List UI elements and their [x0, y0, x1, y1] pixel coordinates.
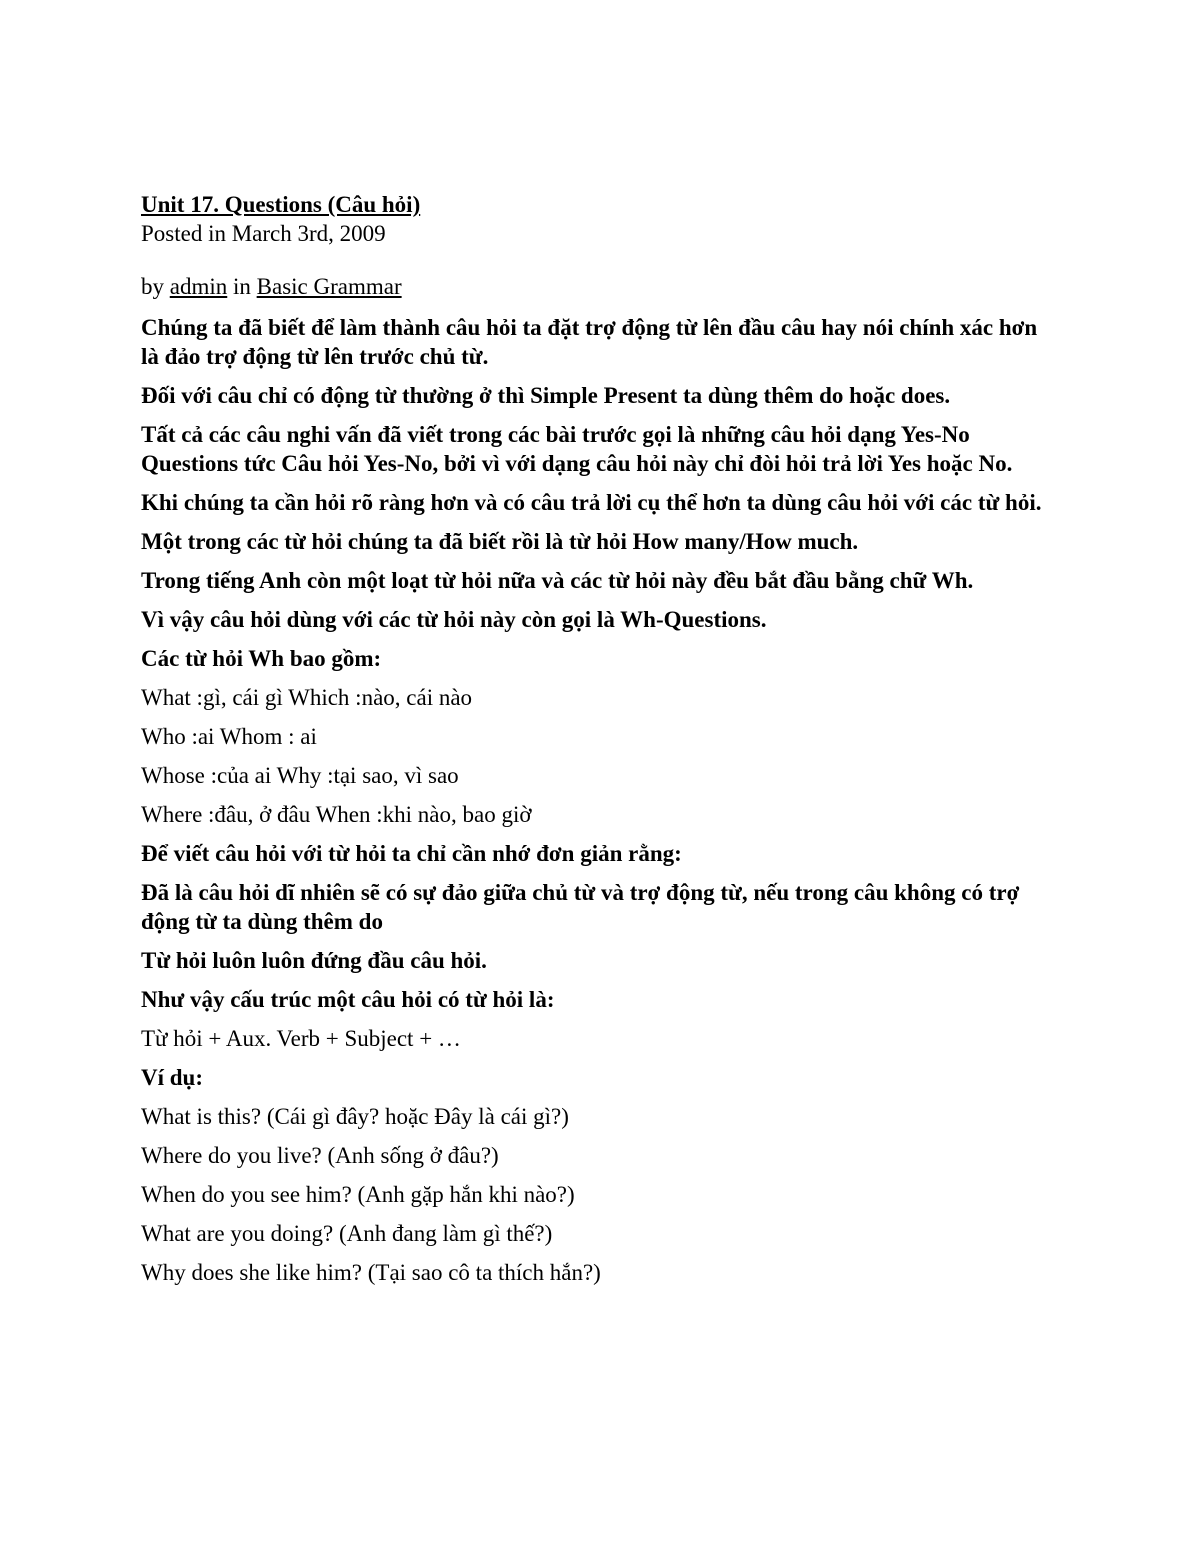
- paragraph: When do you see him? (Anh gặp hắn khi nào?): [141, 1182, 575, 1207]
- byline: [141, 272, 1051, 301]
- paragraph: Các từ hỏi Wh bao gồm:: [141, 646, 382, 671]
- paragraph: Trong tiếng Anh còn một loạt từ hỏi nữa và các từ hỏi này đều bắt đầu bằng chữ Wh.: [141, 568, 974, 593]
- posted-date: Posted in March 3rd, 2009: [141, 221, 386, 246]
- paragraph: Who :ai Whom : ai: [141, 724, 317, 749]
- paragraph: Vì vậy câu hỏi dùng với các từ hỏi này còn gọi là Wh-Questions.: [141, 607, 767, 632]
- paragraph: Why does she like him? (Tại sao cô ta thích hắn?): [141, 1260, 601, 1285]
- paragraph: Một trong các từ hỏi chúng ta đã biết rồi là từ hỏi How many/How much.: [141, 529, 859, 554]
- paragraph: Khi chúng ta cần hỏi rõ ràng hơn và có câu trả lời cụ thể hơn ta dùng câu hỏi với các từ hỏi.: [141, 490, 1042, 515]
- paragraph: Tất cả các câu nghi vấn đã viết trong các bài trước gọi là những câu hỏi dạng Yes-No Questions tức Câu hỏi Yes-No, bởi vì với dạng câu hỏi này chỉ đòi hỏi trả lời Yes hoặc No.: [141, 422, 1013, 476]
- paragraph: Đã là câu hỏi dĩ nhiên sẽ có sự đảo giữa chủ từ và trợ động từ, nếu trong câu không có trợ động từ ta dùng thêm do: [141, 880, 1020, 934]
- paragraph: Ví dụ:: [141, 1065, 203, 1090]
- paragraph: Như vậy cấu trúc một câu hỏi có từ hỏi là:: [141, 987, 555, 1012]
- category-link[interactable]: Basic Grammar: [256, 274, 402, 299]
- paragraph: What :gì, cái gì Which :nào, cái nào: [141, 685, 473, 710]
- author-link[interactable]: admin: [169, 274, 228, 299]
- post-title-link[interactable]: Unit 17. Questions (Câu hỏi): [141, 192, 421, 217]
- paragraph: Đối với câu chỉ có động từ thường ở thì Simple Present ta dùng thêm do hoặc does.: [141, 383, 951, 408]
- paragraph: Để viết câu hỏi với từ hỏi ta chỉ cần nhớ đơn giản rằng:: [141, 841, 682, 866]
- paragraph: Từ hỏi luôn luôn đứng đầu câu hỏi.: [141, 948, 487, 973]
- paragraph: What is this? (Cái gì đây? hoặc Đây là cái gì?): [141, 1104, 569, 1129]
- byline-in: in: [233, 274, 251, 299]
- paragraph: Từ hỏi + Aux. Verb + Subject + …: [141, 1026, 461, 1051]
- paragraph: Chúng ta đã biết để làm thành câu hỏi ta đặt trợ động từ lên đầu câu hay nói chính xác hơn là đảo trợ động từ lên trước chủ từ.: [141, 315, 1038, 369]
- document-page: [141, 190, 1051, 1297]
- paragraph: Where do you live? (Anh sống ở đâu?): [141, 1143, 499, 1168]
- article-body: [141, 313, 1051, 1287]
- byline-prefix: by: [141, 274, 164, 299]
- paragraph: What are you doing? (Anh đang làm gì thế?): [141, 1221, 553, 1246]
- paragraph: Whose :của ai Why :tại sao, vì sao: [141, 763, 459, 788]
- paragraph: Where :đâu, ở đâu When :khi nào, bao giờ: [141, 802, 532, 827]
